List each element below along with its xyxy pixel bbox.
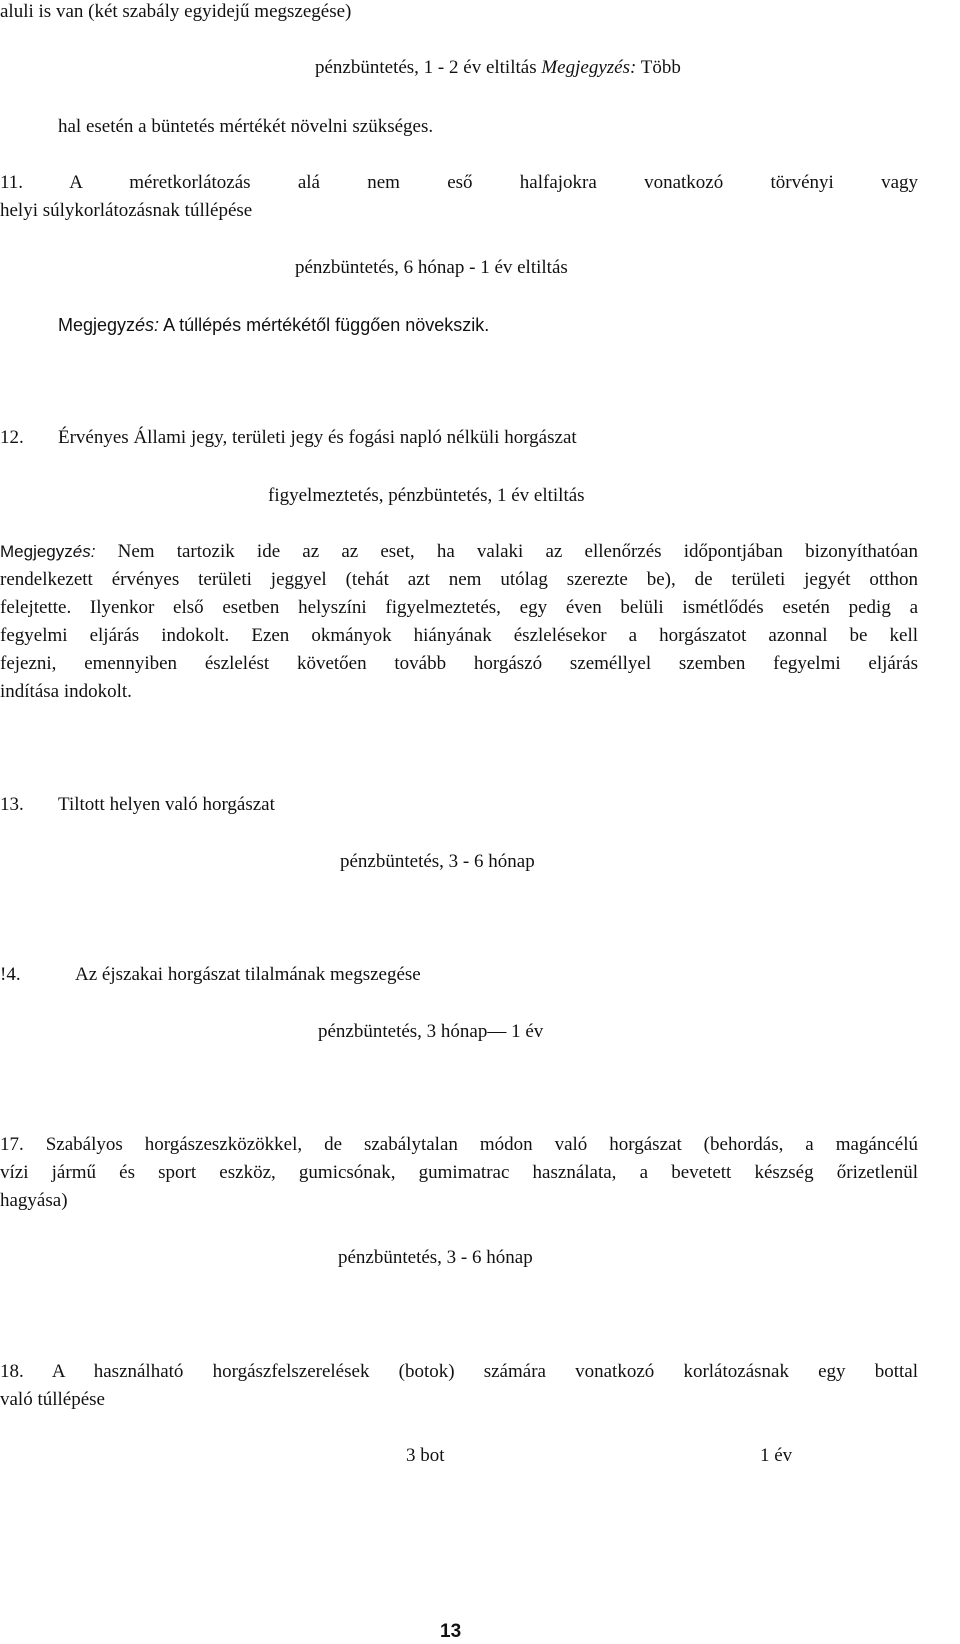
intro-note-start: Több (640, 57, 681, 78)
item-14-number: !4. (0, 964, 21, 985)
item-12-number: 12. (0, 427, 24, 448)
intro-note-continuation: hal esetén a büntetés mértékét növelni szükséges. (58, 116, 434, 137)
page-number: 13 (440, 1621, 462, 1642)
intro-line: aluli is van (két szabály egyidejű megszegése) (0, 1, 352, 22)
item-11-number: 11. (0, 172, 24, 193)
item-11-penalty: pénzbüntetés, 6 hónap - 1 év eltiltás (295, 257, 568, 278)
item-18-col2: 1 év (760, 1445, 793, 1466)
item-17-title-line3: hagyása) (0, 1190, 68, 1211)
item-17-title-line1 (0, 1133, 918, 1157)
item-11-note (58, 313, 489, 337)
item-13-title: Tiltott helyen való horgászat (58, 794, 275, 815)
item-11-title-line2: helyi súlykorlátozásnak túllépése (0, 200, 253, 221)
item-12-note-line2: rendelkezett érvényes területi jeggyel (tehát azt nem utólag szerezte be), de területi jegyét otthon (0, 569, 918, 590)
item-12-note-label-b: és: (72, 542, 96, 561)
item-18-title-text: A használható horgászfelszerelések (botok) számára vonatkozó korlátozásnak egy bottal (51, 1361, 919, 1382)
intro-note-label: Megjegyzés: (541, 57, 637, 78)
item-12-note-label-a: Megjegyz (0, 542, 73, 561)
item-18-col1: 3 bot (406, 1445, 445, 1466)
item-17-title-text: Szabályos horgászeszközökkel, de szabálytalan módon való horgászat (behordás, a magáncélú (45, 1134, 918, 1155)
item-17-penalty: pénzbüntetés, 3 - 6 hónap (338, 1247, 533, 1268)
intro-penalty: pénzbüntetés, 1 - 2 év eltiltás (315, 57, 537, 78)
item-12-note-line4: fegyelmi eljárás indokolt. Ezen okmányok hiányának észlelésekor a horgászatot azonnal be kell (0, 625, 918, 646)
item-11-title-line1 (0, 171, 918, 195)
item-18-title-line2: való túllépése (0, 1389, 105, 1410)
item-12-penalty: figyelmeztetés, pénzbüntetés, 1 év eltiltás (268, 485, 585, 506)
item-13-number: 13. (0, 794, 24, 815)
item-18-title-line1 (0, 1360, 918, 1384)
item-12-note-line6: indítása indokolt. (0, 681, 132, 702)
item-11-note-label-b: és: (135, 315, 160, 335)
item-12-note-line3: felejtette. Ilyenkor első esetben helyszíni figyelmeztetés, egy éven belüli ismétlődés esetén pedig a (0, 597, 918, 618)
item-14-penalty: pénzbüntetés, 3 hónap— 1 év (318, 1021, 544, 1042)
item-12-title: Érvényes Állami jegy, területi jegy és fogási napló nélküli horgászat (58, 427, 577, 448)
item-17-number: 17. (0, 1134, 24, 1155)
item-11-note-text: A túllépés mértékétől függően növekszik. (163, 315, 490, 335)
item-12-note-line5: fejezni, emennyiben észlelést követően tovább horgászó személlyel szemben fegyelmi eljárás (0, 653, 918, 674)
item-13-penalty: pénzbüntetés, 3 - 6 hónap (340, 851, 535, 872)
item-11-note-label-a: Megjegyz (58, 315, 136, 335)
item-12-note-line1 (0, 540, 918, 564)
item-14-title: Az éjszakai horgászat tilalmának megszegése (75, 964, 421, 985)
item-11-title-text: A méretkorlátozás alá nem eső halfajokra vonatkozó törvényi vagy (69, 172, 919, 193)
intro-penalty-line (315, 56, 681, 80)
item-12-title-line (0, 426, 24, 450)
item-18-number: 18. (0, 1361, 24, 1382)
item-17-title-line2: vízi jármű és sport eszköz, gumicsónak, gumimatrac használata, a bevetett készség őrizetlenül (0, 1162, 918, 1183)
item-12-note-text1: Nem tartozik ide az az eset, ha valaki az ellenőrzés időpontjában bizonyíthatóan (117, 541, 918, 562)
